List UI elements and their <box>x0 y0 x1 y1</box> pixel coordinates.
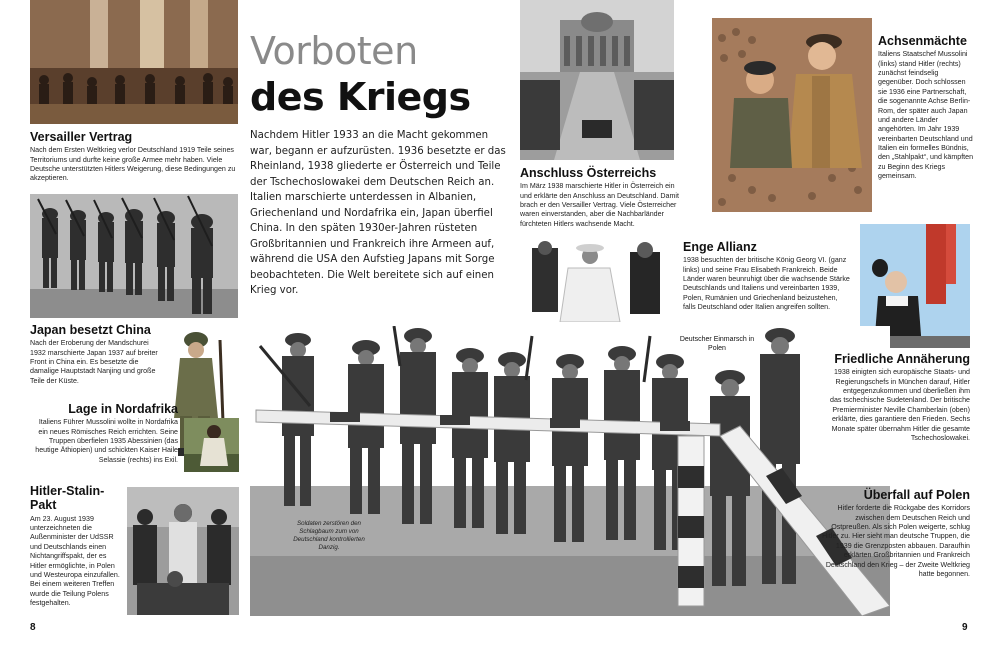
einmarsch-label: Deutscher Einmarsch in Polen <box>679 336 755 352</box>
anschluss-vienna-photo <box>520 0 674 160</box>
page-number-left: 8 <box>30 622 36 633</box>
caption-anschluss <box>520 166 680 229</box>
caption-body: Am 23. August 1939 unterzeichneten die Außenminister der UdSSR und Deutschlands einen Nichtangriffspakt, der es Hitler ermöglichte, in Polen und Westeuropa einzufallen. Bei einem weiteren Treffen wurde die Teilung Polens festgehalten. <box>30 514 120 607</box>
caption-body: 1938 einigten sich europäische Staats- und Regierungschefs in München darauf, Hitler entgegenzukommen und überließen ihm das tschechische Sudetenland. Der britische Premierminister Neville Chamberlain (oben) erklärte, dies garantiere den Frieden. Sechs Monate später übernahm Hitler die gesamte Tschechoslowakei. <box>830 368 970 442</box>
caption-ueberfall-polen <box>820 488 970 579</box>
page-title <box>250 29 520 119</box>
caption-title: Hitler-Stalin-Pakt <box>30 484 105 513</box>
schlagbaum-note: Soldaten zerstören den Schlagbaum zum von Deutschland kontrollierten Danzig. <box>293 520 365 552</box>
haile-selassie-photo <box>184 418 239 472</box>
caption-body: Im März 1938 marschierte Hitler in Österreich ein und erklärte den Anschluss an Deutschland. Damit brach er den Versailler Vertrag. Viele Österreicher waren einverstanden, aber die Nachbarländer fürchteten Hitlers wachsende Macht. <box>520 182 679 228</box>
caption-body: Italiens Führer Mussolini wollte in Nordafrika ein neues Römisches Reich errichten. Seine Truppen überfielen 1935 Abessinien (das heutige Äthiopien) und schickten Kaiser Haile Selassie (rechts) ins Exil. <box>35 418 178 464</box>
title-line-1: Vorboten <box>250 29 418 73</box>
caption-body: 1938 besuchten der britische König Georg VI. (ganz links) und seine Frau Elisabeth Frankreich. Beide Länder waren beunruhigt über die wachsende Stärke Deutschlands und Italiens und vereinbarten 1939, Polen, Rumänien und Griechenland beizustehen, falls Deutschland oder Italien angreifen sollten. <box>683 256 850 312</box>
caption-title: Enge Allianz <box>683 240 757 254</box>
caption-japan <box>30 323 165 386</box>
caption-title: Japan besetzt China <box>30 323 151 337</box>
caption-title: Versailler Vertrag <box>30 130 133 144</box>
caption-body: Nach dem Ersten Weltkrieg verlor Deutschland 1919 Teile seines Territoriums und durfte keine große Armee mehr haben. Viele Deutsche unterstützten Hitlers Weigerung, diese Bedingungen zu akzeptieren. <box>30 146 236 183</box>
caption-friedliche-annaeherung <box>830 352 970 443</box>
page-number-right: 9 <box>962 622 968 633</box>
marching-soldiers-photo <box>30 194 238 318</box>
caption-body: Italiens Staatschef Mussolini (links) stand Hitler (rechts) zunächst feindselig gegenüber. Doch schlossen sie 1936 eine Partnerschaft, die sogenannte Achse Berlin-Rom, der später auch Japan und andere Länder angehörten. Im Jahr 1939 vereinbarten Deutschland und Italien ein formelles Bündnis, den „Stahlpakt“, und kämpften zu Beginn des Kriegs gemeinsam. <box>878 50 974 181</box>
caption-nordafrika <box>30 402 178 465</box>
versailles-treaty-photo <box>30 0 238 124</box>
king-george-visit-photo <box>520 238 678 322</box>
caption-title: Achsenmächte <box>878 34 967 48</box>
caption-enge-allianz <box>683 240 851 313</box>
intro-paragraph: Nachdem Hitler 1933 an die Macht gekommen war, begann er aufzurüsten. 1936 besetzte er das Rheinland, 1938 gliederte er Österreich und Teile der Tschechoslowakei dem Deutschen Reich an. Italien marschierte unterdessen in Albanien, Griechenland und Nordafrika ein, Japan überfiel China. In den späten 1930er-Jahren rüsteten Großbritannien und Frankreich ihre Armeen auf, während die USA den Aufstieg Japans mit Sorge beobachteten. Die Welt bereitete sich auf einen Krieg vor. <box>250 130 506 296</box>
caption-title: Anschluss Österreichs <box>520 166 657 180</box>
title-line-2: des Kriegs <box>250 75 471 119</box>
caption-body: Hitler forderte die Rückgabe des Korridors zwischen dem Deutschen Reich und Ostpreußen. Als sich Polen weigerte, schlug Hitler zu. Hier sieht man deutsche Truppen, die 1939 die Grenzposten abbauen. Daraufhin erklärten Großbritannien und Frankreich Deutschland den Krieg – der Zweite Weltkrieg hatte begonnen. <box>822 504 970 578</box>
mussolini-hitler-photo <box>712 18 872 212</box>
caption-achsenmaechte <box>878 34 974 181</box>
hitler-stalin-pact-photo <box>127 487 239 615</box>
caption-title: Überfall auf Polen <box>863 488 970 502</box>
caption-title: Friedliche Annäherung <box>834 352 970 366</box>
caption-title: Lage in Nordafrika <box>68 402 178 416</box>
caption-versailles <box>30 130 240 184</box>
caption-body: Nach der Eroberung der Mandschurei 1932 marschierte Japan 1937 auf breiter Front in China ein. Es besetzte die damalige Hauptstadt Nanjing und große Teile der Küste. <box>30 339 158 385</box>
border-barrier-main-photo <box>250 326 890 616</box>
caption-hitler-stalin-pakt <box>30 484 124 608</box>
